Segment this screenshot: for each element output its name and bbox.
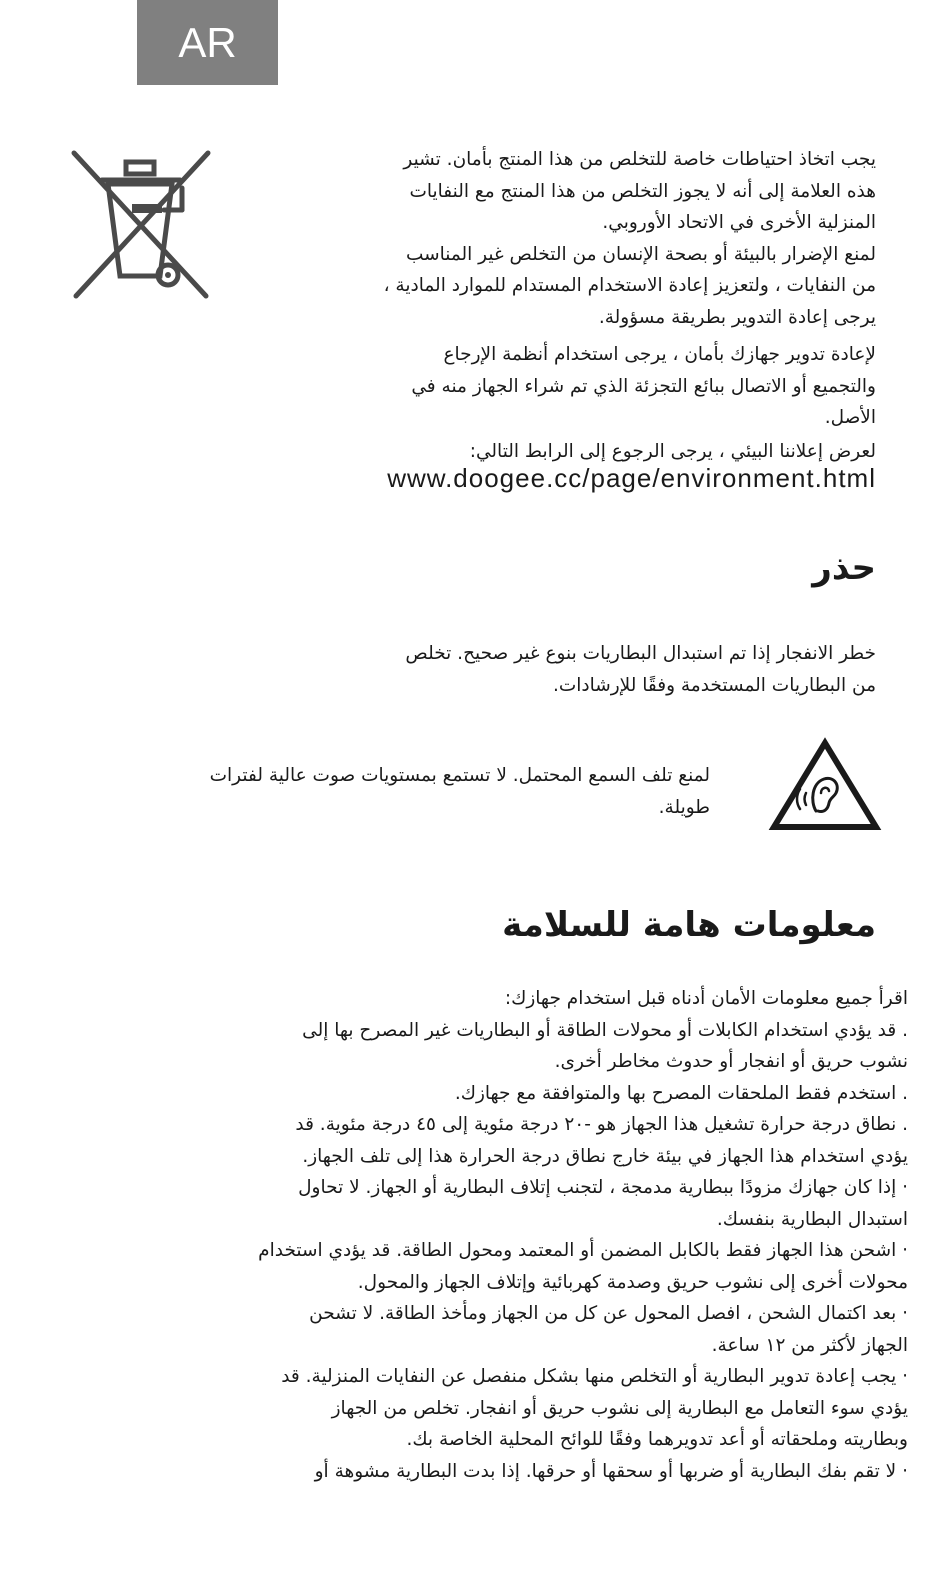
text-line: · لا تقم بفك البطارية أو ضربها أو سحقها أو حرقها. إذا بدت البطارية مشوهة أو <box>314 1460 908 1482</box>
text-line: · بعد اكتمال الشحن ، افصل المحول عن كل من الجهاز ومأخذ الطاقة. لا تشحن <box>309 1303 908 1324</box>
text-line: طويلة. <box>658 796 710 818</box>
text-line: نشوب حريق أو انفجار أو حدوث مخاطر أخرى. <box>554 1051 908 1072</box>
text-line: يؤدي سوء التعامل مع البطارية إلى نشوب حريق أو انفجار. تخلص من الجهاز <box>331 1397 908 1419</box>
text-line: . نطاق درجة حرارة تشغيل هذا الجهاز هو -٢٠ درجة مئوية إلى ٤٥ درجة مئوية. قد <box>295 1114 908 1135</box>
text-line: لمنع تلف السمع المحتمل. لا تستمع بمستويات صوت عالية لفترات <box>209 765 710 786</box>
text-line: المنزلية الأخرى في الاتحاد الأوروبي. <box>602 212 876 233</box>
text-line: محولات أخرى إلى نشوب حريق وصدمة كهربائية وإتلاف الجهاز والمحول. <box>357 1271 908 1293</box>
text-line: . استخدم فقط الملحقات المصرح بها والمتوافقة مع جهازك. <box>454 1082 908 1104</box>
text-line: . قد يؤدي استخدام الكابلات أو محولات الطاقة أو البطاريات غير المصرح بها إلى <box>302 1019 908 1041</box>
text-line: · يجب إعادة تدوير البطارية أو التخلص منها بشكل منفصل عن النفايات المنزلية. قد <box>281 1366 908 1387</box>
text-line: يرجى إعادة التدوير بطريقة مسؤولة. <box>598 306 876 328</box>
text-line: الجهاز لأكثر من ١٢ ساعة. <box>711 1334 908 1356</box>
text-line: لمنع الإضرار بالبيئة أو بصحة الإنسان من التخلص غير المناسب <box>405 243 876 265</box>
text-line: استبدال البطارية بنفسك. <box>716 1208 908 1230</box>
hearing-warning-text <box>70 760 710 823</box>
text-line: · إذا كان جهازك مزودًا ببطارية مدمجة ، لتجنب إتلاف البطارية أو الجهاز. لا تحاول <box>298 1177 908 1198</box>
hearing-warning-triangle-icon <box>768 737 882 833</box>
environment-link[interactable]: www.doogee.cc/page/environment.html <box>387 463 876 493</box>
text-line: من البطاريات المستخدمة وفقًا للإرشادات. <box>552 674 876 696</box>
disposal-paragraph-2 <box>256 339 876 434</box>
text-line: لعرض إعلاننا البيئي ، يرجى الرجوع إلى الرابط التالي: <box>469 440 876 462</box>
text-line: وبطاريته وملحقاته أو أعد تدويرهما وفقًا للوائح المحلية الخاصة بك. <box>406 1429 908 1450</box>
disposal-section <box>256 144 876 467</box>
text-line: هذه العلامة إلى أنه لا يجوز التخلص من هذا المنتج مع النفايات <box>409 180 876 202</box>
text-line: يؤدي استخدام هذا الجهاز في بيئة خارج نطاق درجة الحرارة هذا إلى تلف الجهاز. <box>302 1145 908 1167</box>
text-line: والتجميع أو الاتصال ببائع التجزئة الذي تم شراء الجهاز منه في <box>411 375 876 397</box>
crossed-out-wheelie-bin-icon <box>68 148 214 303</box>
text-line: لإعادة تدوير جهازك بأمان ، يرجى استخدام أنظمة الإرجاع <box>443 344 876 365</box>
caution-heading: حذر <box>812 548 876 588</box>
disposal-paragraph-1 <box>256 144 876 333</box>
text-line: خطر الانفجار إذا تم استبدال البطاريات بنوع غير صحيح. تخلص <box>405 643 876 664</box>
text-line: اقرأ جميع معلومات الأمان أدناه قبل استخدام جهازك: <box>504 988 908 1009</box>
text-line: · اشحن هذا الجهاز فقط بالكابل المضمن أو المعتمد ومحول الطاقة. قد يؤدي استخدام <box>258 1240 908 1261</box>
text-line: يجب اتخاذ احتياطات خاصة للتخلص من هذا المنتج بأمان. تشير <box>403 149 876 170</box>
caution-text <box>236 638 876 701</box>
safety-list <box>88 983 908 1487</box>
text-line: من النفايات ، ولتعزيز إعادة الاستخدام المستدام للموارد المادية ، <box>383 275 876 296</box>
language-tab: AR <box>137 0 278 85</box>
safety-heading: معلومات هامة للسلامة <box>502 905 876 945</box>
text-line: الأصل. <box>824 407 876 428</box>
